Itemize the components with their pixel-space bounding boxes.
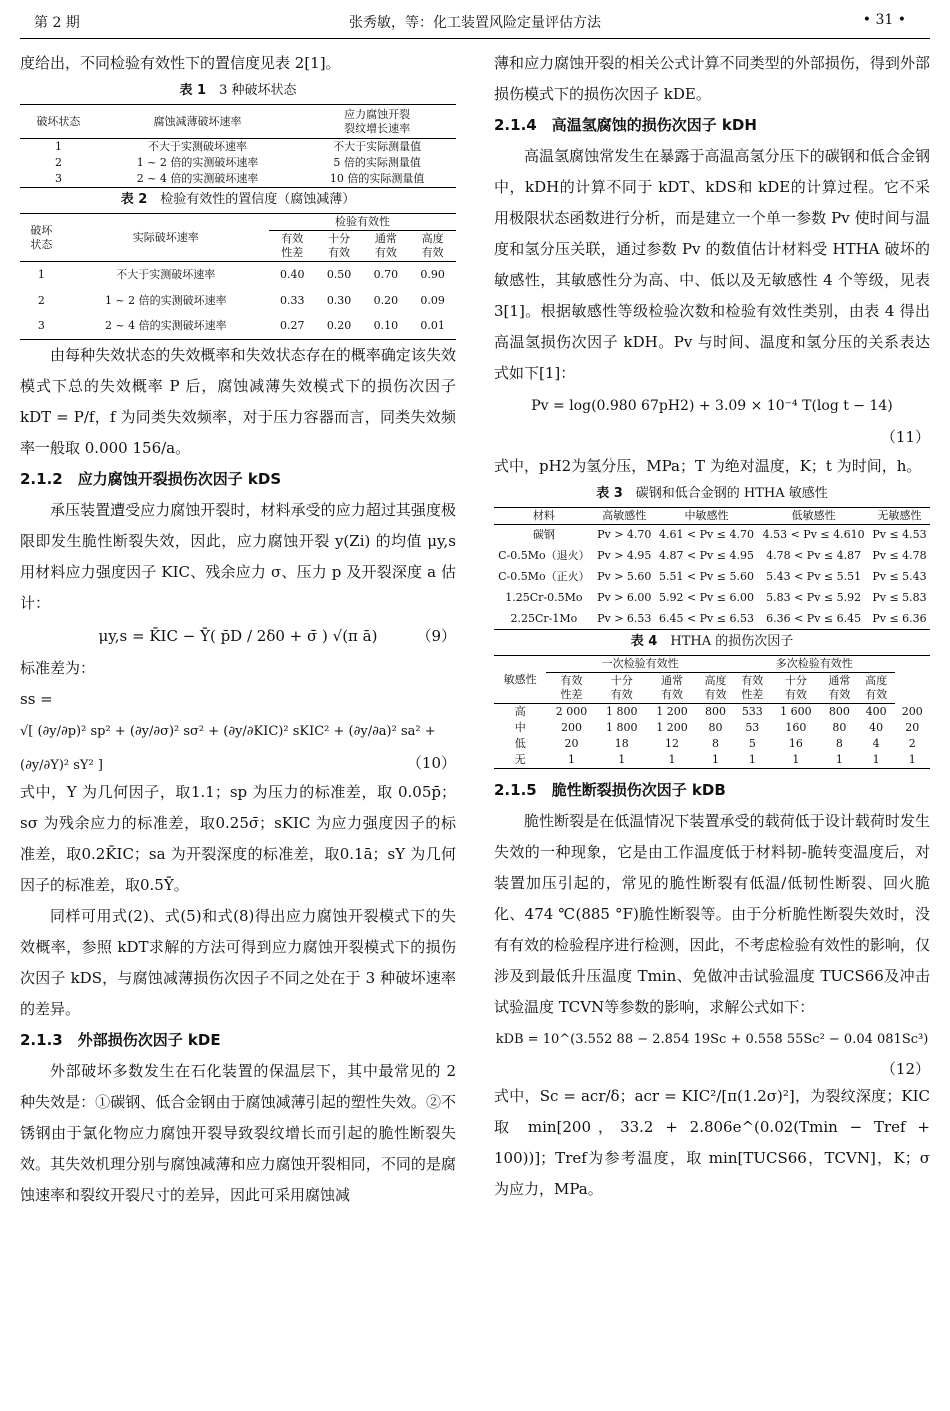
table-header: 一次检验有效性 bbox=[546, 656, 734, 673]
paragraph: 度给出，不同检验有效性下的置信度见表 2[1]。 bbox=[20, 54, 341, 72]
header-rule bbox=[20, 38, 930, 39]
equation-body: kDB = 10^(3.552 88 − 2.854 19Sc + 0.558 55Sc² − 0.04 081Sc³) bbox=[495, 1032, 929, 1047]
table-row: 3 2 ~ 4 倍的实测破坏速率 0.27 0.20 0.10 0.01 bbox=[37, 319, 445, 333]
section-heading-2-1-3: 2.1.3 外部损伤次因子 kDE bbox=[20, 1031, 221, 1049]
table-header: 中敏感性 bbox=[655, 508, 758, 525]
section-heading-2-1-4: 2.1.4 高温氢腐蚀的损伤次因子 kDH bbox=[494, 116, 757, 134]
table-1 bbox=[20, 104, 456, 188]
table-row: 低 20 18 12 8 5 16 8 4 2 bbox=[514, 737, 916, 750]
table-header: 低敏感性 bbox=[758, 508, 869, 525]
table-2: 破坏 状态 实际破坏速率 检验有效性 有效 性差 十分 有效 通常 有效 高度 有效 1 不大于实测破坏速率 0.40 0.50 0.70 0.90 2 1 ~ 2 倍的实测破坏速率 0.33 0.30 0.20 0.09 3 2 ~ 4 倍的实测破坏速率 0.27 0.20 0.10 0.01 bbox=[20, 213, 456, 340]
paragraph: 薄和应力腐蚀开裂的相关公式计算不同类型的外部损伤，得到外部损伤模式下的损伤次因子 kDE。 bbox=[494, 54, 930, 103]
table-row: 碳钢 Pv > 4.70 4.61 < Pv ≤ 4.70 4.53 < Pv ≤ 4.610 Pv ≤ 4.53 bbox=[532, 528, 927, 542]
paragraph: 式中，Y 为几何因子，取1.1；sp 为压力的标准差，取 0.05p̄；sσ 为残余应力的标准差，取0.25σ̄；sKIC 为应力强度因子的标准差，取0.2K̄IC；sa 为开裂深度的标准差，取0.1ā；sY 为几何因子的标准差，取0.5Ȳ。 bbox=[20, 783, 456, 894]
paragraph: 由每种失效状态的失效概率和失效状态存在的概率确定该失效模式下总的失效概率 P 后，腐蚀减薄失效模式下的损伤次因子 kDT = P/f，f 为同类失效频率，对于压力容器而言，同类失效频率一般取 0.000 156/a。 bbox=[20, 346, 456, 457]
table-row: C-0.5Mo（退火） Pv > 4.95 4.87 < Pv ≤ 4.95 4.78 < Pv ≤ 4.87 Pv ≤ 4.78 bbox=[498, 549, 927, 562]
paragraph: 式中，Sc = acr/δ；acr = KIC²/[π(1.2σ)²]，为裂纹深度；KIC取 min[200，33.2 + 2.806e^(0.02(Tmin − Tref + 100))]；Tref为参考温度，取 min[TUCS66，TCVN]，K；σ 为应力，MPa。 bbox=[494, 1087, 930, 1198]
table-header: 破坏状态 bbox=[20, 105, 97, 139]
equation-number: （12） bbox=[880, 1060, 930, 1078]
table-header: 应力腐蚀开裂 裂纹增长速率 bbox=[298, 105, 456, 139]
equation-12 bbox=[494, 1023, 930, 1057]
equation-lhs: ss = bbox=[20, 690, 53, 708]
table-header: 实际破坏速率 bbox=[63, 214, 269, 262]
table-row: 2 1 ~ 2 倍的实测破坏速率 5 倍的实际测量值 bbox=[54, 156, 421, 169]
table-3 bbox=[494, 507, 930, 630]
table-caption: 表 1 3 种破坏状态 bbox=[179, 83, 297, 98]
table-caption: 表 3 碳钢和低合金钢的 HTHA 敏感性 bbox=[596, 486, 828, 501]
equation-12-number-line bbox=[494, 1057, 930, 1081]
table-row: 1.25Cr-0.5Mo Pv > 6.00 5.92 < Pv ≤ 6.00 5.83 < Pv ≤ 5.92 Pv ≤ 5.83 bbox=[505, 591, 927, 604]
table-row: 高 2 000 1 800 1 200 800 533 1 600 800 400 200 bbox=[514, 704, 923, 718]
paragraph: 脆性断裂是在低温情况下装置承受的载荷低于设计载荷时发生失效的一种现象，它是由工作温度低于材料韧-脆转变温度后，对装置加压引起的，常见的脆性断裂有低温/低韧性断裂、回火脆化、474 ℃(885 °F)脆性断裂等。由于分析脆性断裂失效时，没有有效的检验程序进行检测，因此，不考虑检验有效性的影响，仅涉及到最低升压温度 Tmin、免做冲击试验温度 TUCS66及冲击试验温度 TCVN等参数的影响，求解公式如下： bbox=[494, 812, 930, 1016]
paragraph: 式中，pH2为氢分压，MPa；T 为绝对温度，K；t 为时间，h。 bbox=[494, 457, 922, 475]
section-heading-2-1-2: 2.1.2 应力腐蚀开裂损伤次因子 kDS bbox=[20, 470, 282, 488]
equation-number: （10） bbox=[406, 754, 456, 772]
table-header: 材料 bbox=[494, 508, 594, 525]
table-header: 腐蚀减薄破坏速率 bbox=[97, 105, 298, 139]
section-heading-2-1-5: 2.1.5 脆性断裂损伤次因子 kDB bbox=[494, 781, 726, 799]
table-row: 1 不大于实测破坏速率 不大于实际测量值 bbox=[54, 140, 422, 153]
table-row: 无 1 1 1 1 1 1 1 1 1 bbox=[514, 753, 916, 766]
equation-number: （9） bbox=[416, 627, 456, 645]
left-column bbox=[20, 48, 456, 1211]
right-column bbox=[494, 48, 930, 1205]
table-header: 检验有效性 bbox=[269, 214, 456, 231]
table-row: 1 不大于实测破坏速率 0.40 0.50 0.70 0.90 bbox=[37, 267, 445, 281]
running-header bbox=[20, 8, 930, 34]
table-header: 破坏 状态 bbox=[20, 214, 63, 262]
equation-body: Pv = log(0.980 67pH2) + 3.09 × 10⁻⁴ T(log t − 14) bbox=[531, 398, 893, 414]
paragraph: 高温氢腐蚀常发生在暴露于高温高氢分压下的碳钢和低合金钢中，kDH的计算不同于 kDT、kDS和 kDE的计算过程。它不采用极限状态函数进行分析，而是建立一个单一参数 Pv 使时间与温度和氢分压关联，通过参数 Pv 的数值估计材料受 HTHA 破坏的敏感性，其敏感性分为高、中、低以及无敏感性 4 个等级，见表 3[1]。根据敏感性等级检验次数和检验有效性类别，由表 4 得出高温氢损伤次因子 kDH。Pv 与时间、温度和氢分压的关系表达式如下[1]： bbox=[494, 147, 930, 382]
page-number: • 31 • bbox=[862, 12, 906, 28]
paragraph: 承压装置遭受应力腐蚀开裂时，材料承受的应力超过其强度极限即发生脆性断裂失效，因此，应力腐蚀开裂 y(Zi) 的均值 μy,s 用材料应力强度因子 KIC、残余应力 σ、压力 p 及开裂深度 a 估计： bbox=[20, 501, 456, 612]
equation-11 bbox=[494, 389, 930, 423]
equation-body: μy,s = K̄IC − Ȳ( p̄D / 2δ0 + σ̄ ) √(π ā) bbox=[98, 627, 378, 645]
paragraph: 外部破坏多数发生在石化装置的保温层下，其中最常见的 2 种失效是：①碳钢、低合金钢由于腐蚀减薄引起的塑性失效。②不锈钢由于氯化物应力腐蚀开裂导致裂纹增长而引起的脆性断裂失效。其失效机理分别与腐蚀减薄和应力腐蚀开裂相同，不同的是腐蚀速率和裂纹开裂尺寸的差异，因此可采用腐蚀减 bbox=[20, 1062, 456, 1204]
paragraph: 标准差为： bbox=[20, 659, 96, 677]
equation-number: （11） bbox=[880, 428, 930, 446]
table-header: 高敏感性 bbox=[594, 508, 655, 525]
table-4: 敏感性 一次检验有效性 多次检验有效性 有效 性差 十分 有效 通常 有效 高度 有效 有效 性差 十分 有效 通常 有效 高度 有效 高 2 000 1 800 1 200 800 533 1 600 800 400 200 中 200 1 800 1 200 80 53 160 80 40 20 低 20 18 12 8 5 16 8 4 2 无 1 1 1 1 1 1 1 1 1 bbox=[494, 655, 930, 769]
equation-11-number-line bbox=[494, 423, 930, 451]
table-row: 2.25Cr-1Mo Pv > 6.53 6.45 < Pv ≤ 6.53 6.36 < Pv ≤ 6.45 Pv ≤ 6.36 bbox=[510, 611, 927, 625]
paragraph: 同样可用式(2)、式(5)和式(8)得出应力腐蚀开裂模式下的失效概率，参照 kDT求解的方法可得到应力腐蚀开裂模式下的损伤次因子 kDS，与腐蚀减薄损伤次因子不同之处在于 3 种破坏速率的差异。 bbox=[20, 907, 456, 1018]
table-caption: 表 4 HTHA 的损伤次因子 bbox=[630, 634, 794, 649]
header-title: 张秀敏，等：化工装置风险定量评估方法 bbox=[349, 15, 601, 31]
table-caption: 表 2 检验有效性的置信度（腐蚀减薄） bbox=[120, 192, 356, 207]
table-row: 中 200 1 800 1 200 80 53 160 80 40 20 bbox=[514, 721, 920, 734]
table-row: 2 1 ~ 2 倍的实测破坏速率 0.33 0.30 0.20 0.09 bbox=[37, 293, 445, 307]
table-header: 敏感性 bbox=[494, 656, 546, 704]
table-header: 多次检验有效性 bbox=[734, 656, 895, 673]
table-row: 3 2 ~ 4 倍的实测破坏速率 10 倍的实际测量值 bbox=[54, 172, 425, 185]
table-header: 无敏感性 bbox=[869, 508, 930, 525]
equation-body: √[ (∂y/∂p)² sp² + (∂y/∂σ)² sσ² + (∂y/∂KIC)² sKIC² + (∂y/∂a)² sa² + (∂y/∂Y)² sY² ] bbox=[20, 724, 436, 773]
issue-number: 第 2 期 bbox=[34, 15, 80, 31]
equation-9 bbox=[20, 619, 456, 653]
equation-10-number-line bbox=[20, 749, 456, 777]
table-row: C-0.5Mo（正火） Pv > 5.60 5.51 < Pv ≤ 5.60 5.43 < Pv ≤ 5.51 Pv ≤ 5.43 bbox=[498, 570, 927, 583]
